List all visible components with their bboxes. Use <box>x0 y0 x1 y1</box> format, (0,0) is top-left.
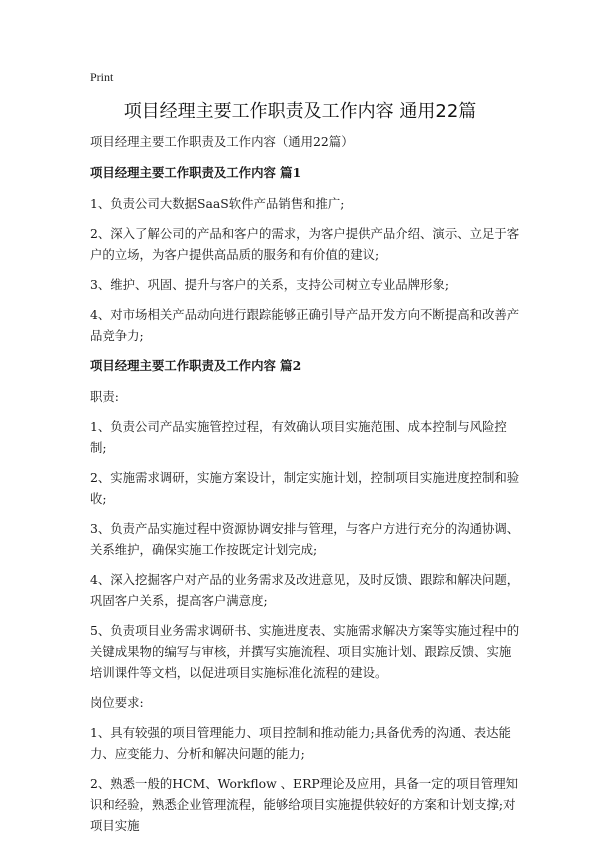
duty-item: 2、实施需求调研，实施方案设计，制定实施计划，控制项目实施进度控制和验收; <box>90 470 520 506</box>
duty-item: 1、负责公司产品实施管控过程，有效确认项目实施范围、成本控制与风险控制; <box>90 419 507 455</box>
section1-item: 3、维护、巩固、提升与客户的关系，支持公司树立专业品牌形象; <box>90 277 449 292</box>
document-body <box>90 131 520 845</box>
document-title: 项目经理主要工作职责及工作内容 通用22篇 <box>123 101 477 122</box>
section1-item: 4、对市场相关产品动向进行跟踪能够正确引导产品开发方向不断提高和改善产品竞争力; <box>90 307 520 343</box>
section-heading-2: 项目经理主要工作职责及工作内容 篇2 <box>90 358 302 373</box>
requirement-item: 1、具有较强的项目管理能力、项目控制和推动能力;具备优秀的沟通、表达能力、应变能力、分析和解决问题的能力; <box>90 725 511 761</box>
duty-item: 3、负责产品实施过程中资源协调安排与管理，与客户方进行充分的沟通协调、关系维护，确保实施工作按既定计划完成; <box>90 521 520 557</box>
duty-item: 5、负责项目业务需求调研书、实施进度表、实施需求解决方案等实施过程中的关键成果物的编写与审核，并撰写实施流程、项目实施计划、跟踪反馈、实施培训课件等文档，以促进项目实施标准化流程的建设。 <box>90 623 520 680</box>
section1-item: 2、深入了解公司的产品和客户的需求，为客户提供产品介绍、演示、立足于客户的立场，为客户提供高品质的服务和有价值的建议; <box>90 226 520 262</box>
duty-item: 4、深入挖掘客户对产品的业务需求及改进意见，及时反馈、跟踪和解决问题，巩固客户关系，提高客户满意度; <box>90 572 520 608</box>
section1-item: 1、负责公司大数据SaaS软件产品销售和推广; <box>90 196 345 211</box>
requirements-label: 岗位要求: <box>90 695 144 710</box>
print-label: Print <box>90 70 114 84</box>
requirement-item: 2、熟悉一般的HCM、Workflow 、ERP理论及应用，具备一定的项目管理知识和经验，熟悉企业管理流程，能够给项目实施提供较好的方案和计划支撑;对项目实施 <box>90 776 518 833</box>
section-heading-1: 项目经理主要工作职责及工作内容 篇1 <box>90 165 302 180</box>
document-subtitle: 项目经理主要工作职责及工作内容（通用22篇） <box>90 134 354 149</box>
duties-label: 职责: <box>90 389 119 404</box>
